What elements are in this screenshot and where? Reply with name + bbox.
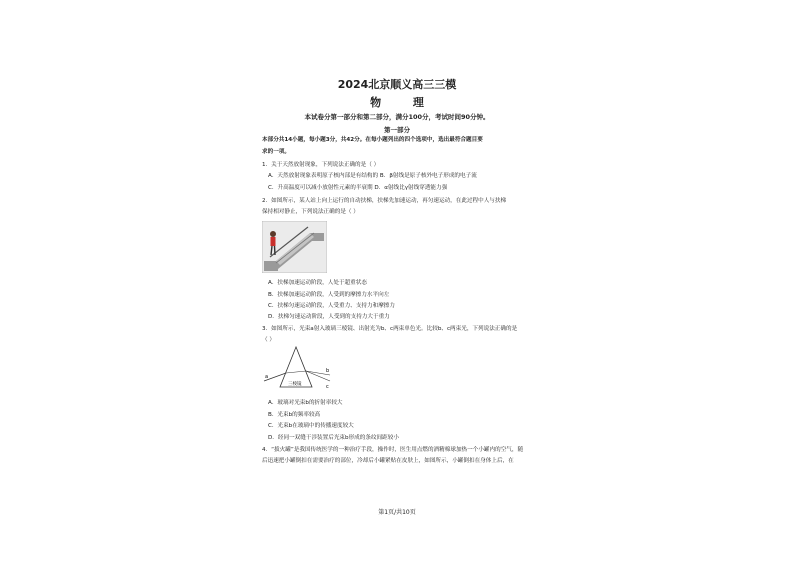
q2-stem-line1: 2．如图所示，某人站上向上运行的自动扶梯，扶梯先加速运动，再匀速运动，在此过程中人与扶梯 (262, 198, 507, 204)
q3-option-a: A．玻璃对光束b的折射率较大 (268, 400, 343, 406)
exam-title: 2024北京顺义高三三模 (337, 78, 457, 91)
label-a: a (265, 374, 269, 380)
q4-stem-line2: 后迅速把小罐倒扣在需要治疗的部位，冷却后小罐紧贴在皮肤上，如图所示，小罐倒扣在身体上后，在 (262, 458, 514, 464)
q2-option-c: C．扶梯匀速运动阶段，人受重力、支持力和摩擦力 (268, 303, 395, 309)
q2-option-b: B．扶梯加速运动阶段，人受到的摩擦力水平向左 (268, 292, 390, 298)
part1-intro-line2: 求的一项。 (262, 149, 290, 155)
prism-figure (262, 345, 334, 395)
q2-option-d: D．扶梯匀速运动阶段，人受到的支持力大于重力 (268, 314, 390, 320)
exam-instructions: 本试卷分第一部分和第二部分，满分100分，考试时间90分钟。 (304, 113, 490, 121)
q3-option-c: C．光束b在玻璃中的传播速度较大 (268, 423, 354, 429)
q3-stem-line1: 3．如图所示，光束a射入玻璃三棱镜、出射光为b、c两束单色光。比较b、c两束光，下列说法正确的是 (262, 326, 518, 332)
q1-options-cd: C．升高温度可以减小放射性元素的半衰期 D．α射线比γ射线穿透能力强 (268, 185, 448, 191)
q2-option-a: A．扶梯加速运动阶段，人处于超重状态 (268, 280, 367, 286)
q3-option-b: B．光束b的频率较高 (268, 412, 321, 418)
label-c: c (326, 384, 329, 390)
page-footer: 第1页/共10页 (378, 509, 416, 516)
q3-option-d: D．经同一双缝干涉装置后光束b形成的条纹间距较小 (268, 435, 399, 441)
label-b: b (326, 368, 330, 374)
q4-stem-line1: 4．“拔火罐”是我国传统医学的一种治疗手段，操作时，医生用点燃的酒精棉球加热一个小罐内的空气，随 (262, 447, 524, 453)
q3-stem-line2: （ ） (262, 337, 275, 343)
escalator-figure (262, 221, 327, 273)
prism-label: 三棱镜 (288, 382, 302, 387)
q1-stem: 1．关于天然放射现象，下列说法正确的是（ ） (262, 162, 380, 168)
subject-title: 物 理 (370, 96, 438, 109)
q2-stem-line2: 保持相对静止，下列说法正确的是（ ） (262, 209, 359, 215)
part1-intro-line1: 本部分共14小题，每小题3分，共42分。在每小题列出的四个选项中，选出最符合题目要 (262, 137, 483, 143)
q1-options-ab: A．天然放射现象表明原子核内部是有结构的 B．β射线是原子核外电子形成的电子流 (268, 173, 477, 179)
part1-heading: 第一部分 (384, 126, 410, 134)
